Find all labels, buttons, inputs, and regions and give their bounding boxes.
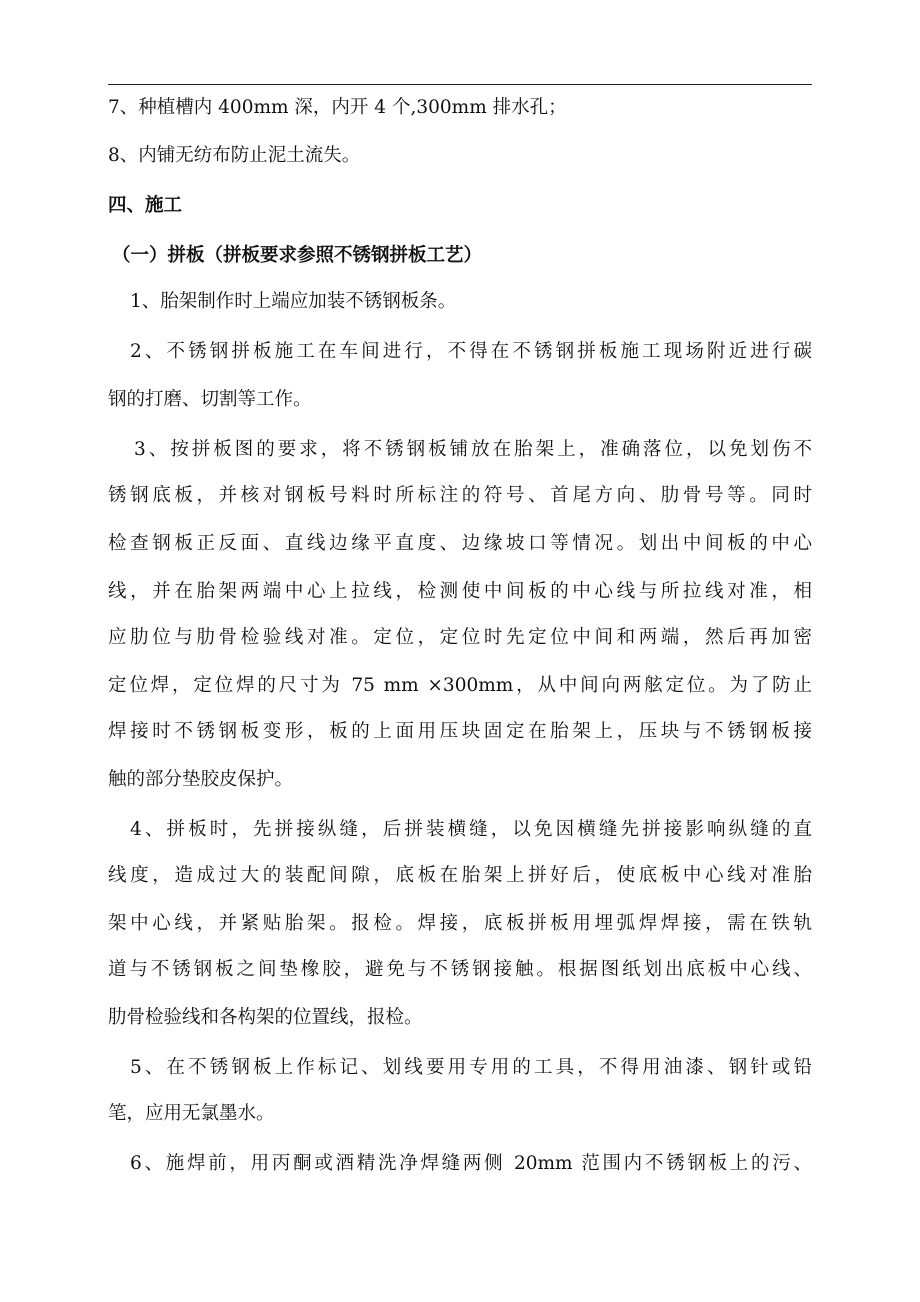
paragraph-3-line-4: 线，并在胎架两端中心上拉线，检测使中间板的中心线与所拉线对准，相 [108,581,812,602]
paragraph-3-line-7: 焊接时不锈钢板变形，板的上面用压块固定在胎架上，压块与不锈钢板接 [108,721,812,742]
paragraph-3-line-6: 定位焊，定位焊的尺寸为 75 mm ×300mm，从中间向两舷定位。为了防止 [108,675,812,696]
paragraph-4-line-2: 线度，造成过大的装配间隙，底板在胎架上拼好后，使底板中心线对准胎 [108,865,812,886]
paragraph-4-line-4: 道与不锈钢板之间垫橡胶，避免与不锈钢接触。根据图纸划出底板中心线、 [108,959,812,980]
paragraph-6-line-1: 6、施焊前，用丙酮或酒精洗净焊缝两侧 20mm 范围内不锈钢板上的污、 [130,1153,812,1174]
paragraph-2-line-2: 钢的打磨、切割等工作。 [108,389,312,410]
list-item-8: 8、内铺无纺布防止泥土流失。 [108,145,361,166]
paragraph-3-line-1: 3、按拼板图的要求，将不锈钢板铺放在胎架上，准确落位，以免划伤不 [134,439,812,460]
paragraph-5-line-2: 笔，应用无氯墨水。 [108,1103,275,1124]
header-rule [108,84,812,85]
paragraph-3-line-8: 触的部分垫胶皮保护。 [108,769,294,790]
subsection-heading: （一）拼板（拼板要求参照不锈钢拼板工艺） [112,245,483,266]
paragraph-4-line-5: 肋骨检验线和各构架的位置线，报检。 [108,1007,423,1028]
paragraph-2-line-1: 2、不锈钢拼板施工在车间进行，不得在不锈钢拼板施工现场附近进行碳 [130,341,812,362]
paragraph-3-line-2: 锈钢底板，并核对钢板号料时所标注的符号、首尾方向、肋骨号等。同时 [108,485,812,506]
list-item-7: 7、种植槽内 400mm 深，内开 4 个,300mm 排水孔； [108,97,567,118]
paragraph-4-line-3: 架中心线，并紧贴胎架。报检。焊接，底板拼板用埋弧焊焊接，需在铁轨 [108,913,812,934]
section-heading: 四、施工 [108,195,183,216]
paragraph-5-line-1: 5、在不锈钢板上作标记、划线要用专用的工具，不得用油漆、钢针或铅 [130,1057,812,1078]
paragraph-1: 1、胎架制作时上端应加装不锈钢板条。 [130,291,457,312]
paragraph-3-line-3: 检查钢板正反面、直线边缘平直度、边缘坡口等情况。划出中间板的中心 [108,533,812,554]
paragraph-4-line-1: 4、拼板时，先拼接纵缝，后拼装横缝，以免因横缝先拼接影响纵缝的直 [130,819,812,840]
paragraph-3-line-5: 应肋位与肋骨检验线对准。定位，定位时先定位中间和两端，然后再加密 [108,627,812,648]
